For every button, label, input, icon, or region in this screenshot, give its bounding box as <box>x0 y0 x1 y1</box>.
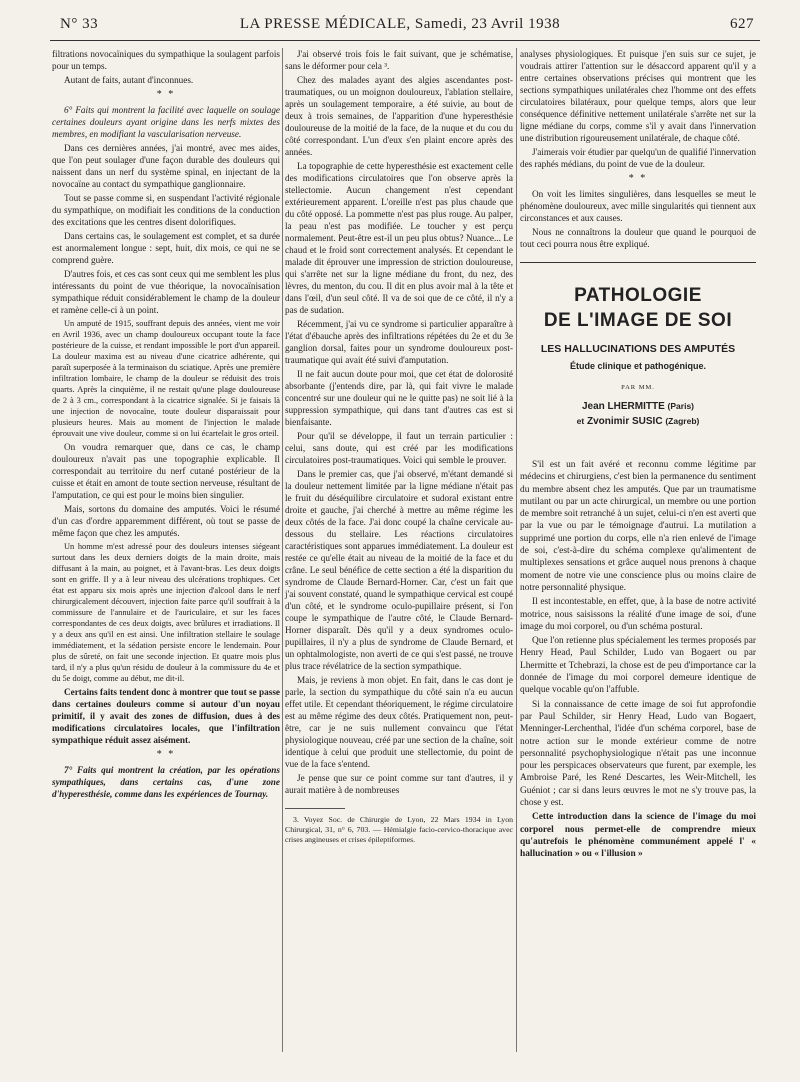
paragraph: Chez des malades ayant des algies ascendantes post-traumatiques, ou un moignon douloureux, l'ablation stellaire, après un soulagement temporaire, a été suivie, au bout de deux à trois semaines, de l'apparition d'une hyperesthésie douloureuse de la moitié de la face, de la nuque et du cou du côté correspondant. L'un d'eux s'en plaint encore après des années. <box>285 75 513 157</box>
article-title <box>520 283 756 333</box>
paragraph: Autant de faits, autant d'inconnues. <box>64 75 194 85</box>
page-number: 627 <box>730 16 754 32</box>
paragraph: Il ne fait aucun doute pour moi, que cet état de dolorosité absorbante (j'entends dire, par là, qui fait vivre le malade concentré sur une douleur qui ne le quitte pas) ne soit lié à la suppression sympathique, qui dans tant d'autres cas est si bienfaisante. <box>285 369 513 427</box>
author-conjunction: et <box>576 416 585 426</box>
paragraph: S'il est un fait avéré et reconnu comme légitime par médecins et chirurgiens, c'est bien la permanence du sentiment du membre absent chez les amputés. Que par un traumatisme mutilant ou par un acte chirurgical, un membre ou une portion de membre soit retranché à un sujet, celui-ci n'en est averti que par la vue ou par le témoignage d'autrui. La mutilation a supprimé une portion du corps, elle n'a rien enlevé de l'image de soi, c'est-à-dire du schéma complexe qu'alimentent de multiplexes sensations et grâce auquel nous prenons à chaque moment de notre vie une conscience plus ou moins claire de notre personnalité physique. <box>520 460 756 593</box>
running-head <box>38 14 762 40</box>
paragraph: J'ai observé trois fois le fait suivant, que je schématise, sans le déformer pour cela ³. <box>285 49 513 71</box>
paragraph: filtrations novocaïniques du sympathique la soulagent parfois pour un temps. <box>52 49 280 71</box>
header-rule <box>50 40 760 41</box>
byline-prefix: PAR MM. <box>621 384 655 391</box>
paragraph: J'aimerais voir étudier par quelqu'un de qualifié l'innervation des raphés médians, du point de vue de la douleur. <box>520 147 756 169</box>
paragraph: Dans certains cas, le soulagement est complet, et sa durée est anormalement longue : sept, huit, dix mois, ce qui ne se comprend guère. <box>52 231 280 265</box>
paragraph: Il est incontestable, en effet, que, à la base de notre activité motrice, nous saisissons la réalité d'une image de soi, d'une image du moi corporel, ou d'un schéma postural. <box>520 597 756 632</box>
paragraph: Certains faits tendent donc à montrer que tout se passe dans certaines douleurs comme si autour d'un noyau primitif, il y avait des zones de diffusion, dues à des modifications circulatoires locales, que l'infiltration sympathique réduit assez aisément. <box>52 687 280 745</box>
section-separator: * * <box>156 89 176 100</box>
column-right <box>520 48 756 863</box>
article-title-line: DE L'IMAGE DE SOI <box>543 310 733 331</box>
paragraph: Dans ces dernières années, j'ai montré, avec mes aides, que l'on peut soulager d'une façon durable des douleurs qui naissent dans un nerf du système spinal, en injectant de la novocaïne au contact du sympathique ganglionnaire. <box>52 143 280 189</box>
paragraph: Cette introduction dans la science de l'image du moi corporel nous permet-elle de comprendre mieux qu'autrefois le phénomène communément appelé l' « hallucination » ou « l'illusion » <box>520 812 756 860</box>
section-heading: 6° Faits qui montrent la facilité avec laquelle on soulage certaines douleurs ayant origine dans les nerfs mixtes des membres, en modifiant la vascularisation nerveuse. <box>52 105 280 139</box>
section-separator: * * <box>156 749 176 760</box>
author-line <box>520 399 756 429</box>
author-name: Zvonimir SUSIC <box>586 416 663 427</box>
paragraph: analyses physiologiques. Et puisque j'en suis sur ce sujet, je voudrais attirer l'attention sur le désaccord apparent qu'il y a entre certaines observations précises qui montrent que les sections sympathiques unilatérales chez l'homme ont des effets circulatoires bilatéraux, pour quelque temps, alors que leur conséquence définitive nettement unilatérale s'arrête net sur la ligne médiane du corps, comme s'il y avait dans l'innervation une distribution rigoureusement unilatérale, de chaque côté. <box>520 49 756 143</box>
author-name: Jean LHERMITTE <box>581 401 665 412</box>
article-title-line: PATHOLOGIE <box>574 285 702 306</box>
column-middle <box>285 48 513 847</box>
paragraph: La topographie de cette hyperesthésie est exactement celle des modifications circulatoires que l'on observe après la stellectomie. Aucun changement n'est cependant extérieurement apparent. L'oreille n'est pas plus chaude que du côté opposé. La pommette n'est pas plus rouge. Au palper, la peau n'est pas modifiée. Le toucher y est perçu normalement. Peut-être est-il un peu plus obtus? Nuance... Le chaud et le froid sont correctement analysés. Et cependant le malade dit éprouver une impression de striction douloureuse, qui s'arrête net sur la ligne médiane du front, du nez, des lèvres, du menton, du cou. Il dit en plus avoir mal à la tête et dans l'œil, d'un seul côté. Il va de soi que de ce côté, il n'y a pas de sudation. <box>285 161 513 315</box>
paragraph: Tout se passe comme si, en suspendant l'activité régionale du sympathique, on modifiait les conditions de la conduction des excitations que les centres disent dolorifiques. <box>52 193 280 227</box>
column-left <box>52 48 280 802</box>
paragraph: Je pense que sur ce point comme sur tant d'autres, il y aurait matière à de nombreuses <box>285 773 513 795</box>
paragraph: On voudra remarquer que, dans ce cas, le champ douloureux n'avait pas une topographie explicable. Il correspondait au territoire du nerf cutané postérieur de la cuisse et était en amont de toute section nerveuse, résultant de l'amputation, ce qui est pour le moins bien singulier. <box>52 442 280 500</box>
paragraph: D'autres fois, et ces cas sont ceux qui me semblent les plus intéressants du point de vue théorique, la novocaïnisation sympathique réduit considérablement le champ de la douleur et ramène celle-ci à un point. <box>52 269 280 315</box>
paragraph: Dans le premier cas, que j'ai observé, m'étant demandé si la douleur nettement limitée par la ligne médiane n'était pas le fruit du déséquilibre circulatoire et sudoral existant entre droite et gauche, j'ai cherché à mettre au même régime les deux côtés de la face. J'ai donc coupé la chaîne cervicale au-dessous du stellaire. Les réactions circulatoires caractéristiques sont apparues immédiatement. La douleur est restée ce qu'elle était au niveau de la moitié de la face et du crâne. Le seul bénéfice de cette section a été la disparition du syndrome de Claude Bernard-Horner. Car, c'est un fait que j'ai souvent constaté, quand le sympathique cervical est coupé d'un côté, et le syndrome oculo-pupillaire présent, si l'on coupe le sympathique de l'autre côté, le Claude Bernard-Horner disparaît. Dès qu'il y a deux syndromes oculo-pupillaires, il n'y a plus de syndrome de Claude Bernard, et un ophtalmologiste, non averti de ce qui s'est passé, ne trouve plus trace révélatrice de la section sympathique. <box>285 469 513 671</box>
paragraph: On voit les limites singulières, dans lesquelles se meut le phénomène douloureux, avec mille singularités qui tiennent aux circonstances et aux causes. <box>520 189 756 223</box>
article-subtitle: LES HALLUCINATIONS DES AMPUTÉS <box>540 343 736 355</box>
paragraph: Mais, je reviens à mon objet. En fait, dans le cas dont je parle, la section du sympathique du côté sain n'a eu aucun effet utile. Et cependant théoriquement, le régime circulatoire est au même régime des deux côtés. Pratiquement non, peut-être, car je ne suis nullement convaincu que l'état physiologique nouveau, créé par une section de la chaîne, soit identique à celui que produit une stellectomie, du point de vue de la face s'entend. <box>285 675 513 769</box>
column-divider <box>516 48 517 1052</box>
article-body <box>520 459 756 861</box>
section-heading: 7° Faits qui montrent la création, par les opérations sympathiques, dans certains cas, d'une zone d'hyperesthésie, comme dans les expériences de Tournay. <box>52 765 280 799</box>
paragraph: Si la connaissance de cette image de soi fut approfondie par Paul Schilder, sir Henry Head, Ludo van Bogaert, Menninger-Lerchenthal, l'idée d'un schéma corporel, base de notre action sur le monde extérieur comme de notre personnalité psychophysiologique n'était pas une inconnue pour les perspicaces observateurs que furent, par exemple, les Ambroise Paré, les René Descartes, les Weir-Mitchell, les Guéniot ; car si dans leurs œuvres le mot ne s'y trouve pas, la chose y est. <box>520 699 756 809</box>
article-separator <box>520 262 756 263</box>
column-divider <box>282 48 283 1052</box>
article-kicker: Étude clinique et pathogénique. <box>569 361 706 371</box>
paragraph: Récemment, j'ai vu ce syndrome si particulier apparaître à l'état d'ébauche après des infiltrations répétées du 2e et du 3e ganglion dorsal, faites pour un syndrome douloureux post-traumatique qui avait été suivi d'amputation. <box>285 319 513 365</box>
footnote: 3. Voyez Soc. de Chirurgie de Lyon, 22 Mars 1934 in Lyon Chirurgical, 31, n° 6, 703. — Hémialgie facio-cervico-thoracique avec crises angineuses et crises épileptiformes. <box>285 815 513 844</box>
author-location: (Zagreb) <box>665 416 700 426</box>
issue-number: N° 33 <box>60 16 99 32</box>
paragraph: Que l'on retienne plus spécialement les termes proposés par Henry Head, Paul Schilder, Ludo van Bogaert ou par Lhermitte et Tchebrazi, la chose est de peu d'importance car la donnée de l'image du moi corporel demeure identique de quelque vocable qu'on l'affuble. <box>520 636 756 696</box>
paragraph: Nous ne connaîtrons la douleur que quand le pourquoi de tout ceci pourra nous être expliqué. <box>520 227 756 249</box>
case-report: Un amputé de 1915, souffrant depuis des années, vient me voir en Avril 1936, avec un champ douloureux occupant toute la face postérieure de la cuisse, et rendant impossible le port d'un appareil. La douleur maxima est au niveau d'une cicatrice adhérente, qui paraît superposée à la terminaison du sciatique. Après une première infiltration lombaire, le champ de la douleur se réduisit des trois quarts. Après la cinquième, il ne restait qu'une plage douloureuse de 2 à 3 cm., correspondant à la cicatrice signalée. Si je faisais là une injection de novocaïne, toute douleur disparaissait pour plusieurs heures. Mais au moment de l'injection le malade éprouvait une vive douleur, comme si on lui écartelait le gros orteil. <box>52 319 280 438</box>
author-location: (Paris) <box>667 401 695 411</box>
journal-title: LA PRESSE MÉDICALE, Samedi, 23 Avril 1938 <box>239 16 561 32</box>
footnote-rule <box>285 808 345 809</box>
case-report: Un homme m'est adressé pour des douleurs intenses siégeant surtout dans les deux derniers doigts de la main droite, mais diffusant à la main, au poignet, et à l'avant-bras. Les deux doigts sont en griffe. Il y a à leur niveau des ulcérations trophiques. Cet état est apparu six mois après une injection d'alcool dans le nerf chirurgicalement découvert, injection faite parce qu'il souffrait à la commissure de l'annulaire et de l'auriculaire, et sur les faces correspondantes de ces deux doigts, avec brûlures et irradiations. Il y a deux ans qu'il en est ainsi. Une infiltration stellaire le soulage immédiatement, et la sédation persiste encore le lendemain. Pour plus de sûreté, on fait une seconde injection. Et quatre mois plus tard, il n'y a plus qu'un résidu de douleur à la commissure du 4e et du 5e doigt, comme au début, me dit-il. <box>52 542 280 683</box>
paragraph: Pour qu'il se développe, il faut un terrain particulier : celui, sans doute, qui est créé par les modifications circulatoires post-traumatiques. Voici qui semble le prouver. <box>285 431 513 465</box>
section-separator: * * <box>628 173 648 184</box>
paragraph: Mais, sortons du domaine des amputés. Voici le résumé d'un cas d'ordre apparemment différent, où tout se passe de même façon que chez les amputés. <box>52 504 280 538</box>
